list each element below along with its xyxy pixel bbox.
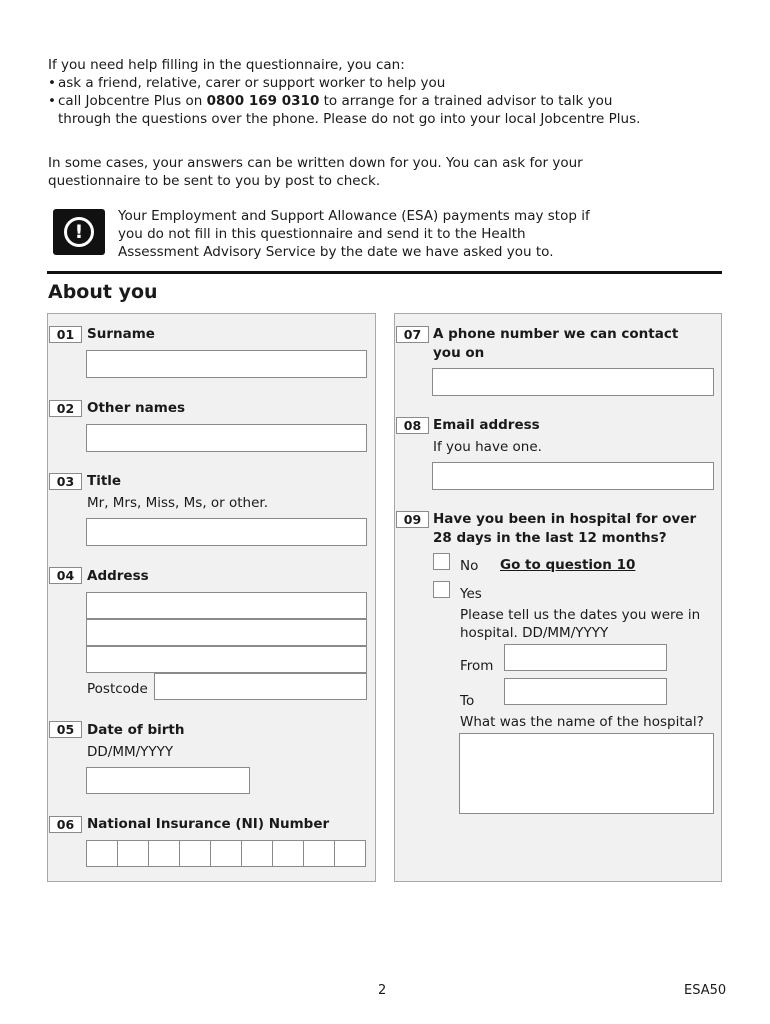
ni-number-cell[interactable] <box>117 841 148 866</box>
ni-number-cell[interactable] <box>148 841 179 866</box>
question-number-08: 08 <box>396 417 429 434</box>
help-intro <box>48 56 648 128</box>
date-of-birth-input[interactable] <box>86 767 250 794</box>
title-input[interactable] <box>86 518 367 546</box>
question-number-04: 04 <box>49 567 82 584</box>
email-hint: If you have one. <box>433 439 542 455</box>
question-number-06: 06 <box>49 816 82 833</box>
written-down-note: In some cases, your answers can be written down for you. You can ask for your questionnaire to be sent to you by post to check. <box>48 155 583 189</box>
ni-number-cell[interactable] <box>272 841 303 866</box>
postcode-input[interactable] <box>154 673 367 700</box>
surname-label: Surname <box>87 326 155 342</box>
help-bullet-call <box>48 92 648 128</box>
date-of-birth-label: Date of birth <box>87 722 185 738</box>
address-line-1-input[interactable] <box>86 592 367 619</box>
title-hint: Mr, Mrs, Miss, Ms, or other. <box>87 495 269 511</box>
ni-number-cell[interactable] <box>210 841 241 866</box>
page-number: 2 <box>378 983 387 998</box>
email-label: Email address <box>433 417 540 433</box>
from-label: From <box>460 658 494 674</box>
ni-number-cell[interactable] <box>303 841 334 866</box>
question-number-02: 02 <box>49 400 82 417</box>
help-list <box>48 74 648 128</box>
hospital-yes-checkbox[interactable] <box>433 581 450 598</box>
ni-number-cell[interactable] <box>241 841 272 866</box>
section-divider <box>47 271 722 274</box>
ni-number-label: National Insurance (NI) Number <box>87 816 330 832</box>
other-names-input[interactable] <box>86 424 367 452</box>
help-heading: If you need help filling in the questionnaire, you can: <box>48 57 405 73</box>
surname-input[interactable] <box>86 350 367 378</box>
address-line-2-input[interactable] <box>86 619 367 646</box>
ni-number-cell[interactable] <box>334 841 365 866</box>
hospital-name-prompt: What was the name of the hospital? <box>460 714 704 730</box>
email-input[interactable] <box>432 462 714 490</box>
warning-text: Your Employment and Support Allowance (ESA) payments may stop if you do not fill in this questionnaire and send it to the Health Assessment Advisory Service by the date we have asked you to. <box>118 208 590 260</box>
help-bullet-friend: • ask a friend, relative, carer or support worker to help you <box>48 74 648 92</box>
ni-number-input[interactable] <box>86 840 366 867</box>
call-text-post: to arrange for a trained advisor to talk you through the questions over the phone. Please do not go into your local Jobcentre Plus. <box>58 93 641 127</box>
question-number-07: 07 <box>396 326 429 343</box>
hospital-to-input[interactable] <box>504 678 667 705</box>
phone-input[interactable] <box>432 368 714 396</box>
go-to-question-10: Go to question 10 <box>500 557 636 573</box>
question-number-09: 09 <box>396 511 429 528</box>
phone-number: 0800 169 0310 <box>206 93 320 109</box>
hospital-dates-prompt: Please tell us the dates you were in hospital. DD/MM/YYYY <box>460 607 701 641</box>
hospital-question-label: Have you been in hospital for over 28 days in the last 12 months? <box>433 511 697 546</box>
ni-number-cell[interactable] <box>87 841 117 866</box>
hospital-no-label: No <box>460 558 479 574</box>
hospital-name-input[interactable] <box>459 733 714 814</box>
to-label: To <box>460 693 475 709</box>
exclamation-icon: ! <box>53 209 105 255</box>
hospital-no-checkbox[interactable] <box>433 553 450 570</box>
ni-number-cell[interactable] <box>179 841 210 866</box>
phone-label: A phone number we can contact you on <box>433 326 679 361</box>
other-names-label: Other names <box>87 400 186 416</box>
date-of-birth-hint: DD/MM/YYYY <box>87 744 174 760</box>
title-label: Title <box>87 473 122 489</box>
question-number-05: 05 <box>49 721 82 738</box>
call-text-pre: call Jobcentre Plus on <box>58 93 207 109</box>
address-label: Address <box>87 568 149 584</box>
section-title: About you <box>48 281 158 303</box>
question-number-03: 03 <box>49 473 82 490</box>
hospital-from-input[interactable] <box>504 644 667 671</box>
question-number-01: 01 <box>49 326 82 343</box>
address-line-3-input[interactable] <box>86 646 367 673</box>
hospital-yes-label: Yes <box>460 586 482 602</box>
form-code: ESA50 <box>684 983 727 998</box>
postcode-label: Postcode <box>87 681 148 697</box>
